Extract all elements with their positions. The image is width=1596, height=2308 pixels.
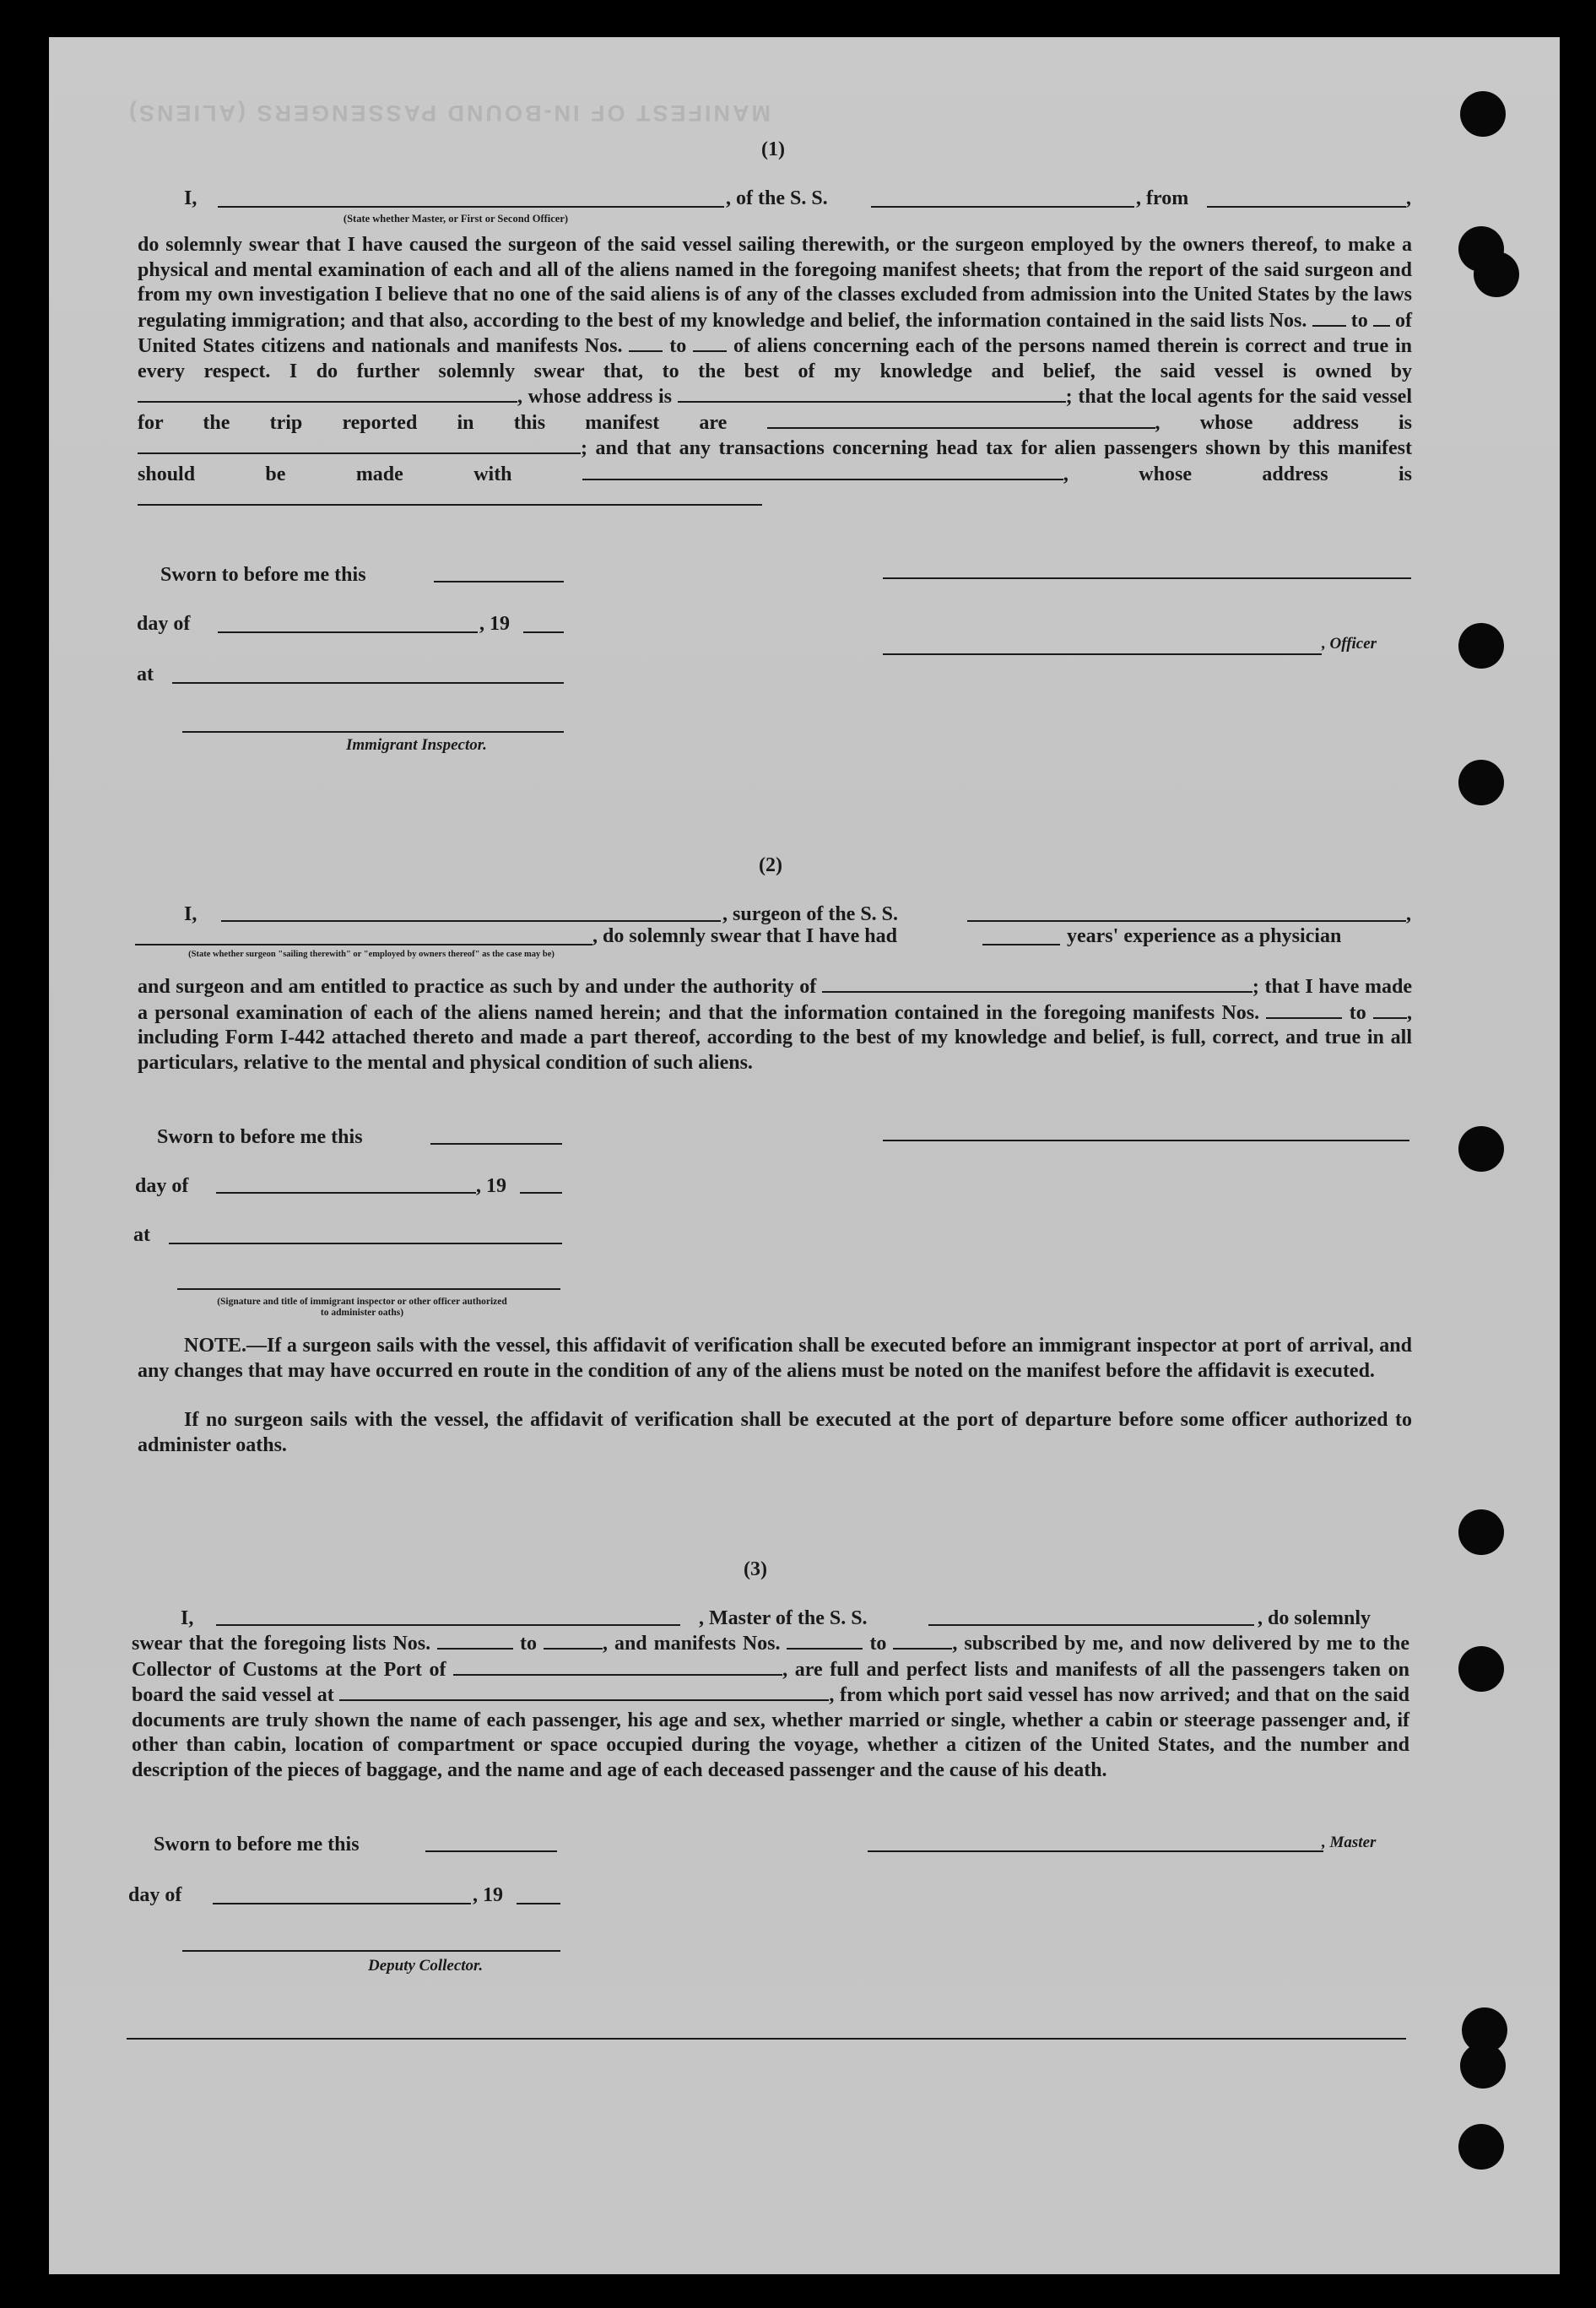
manifests-from-field-3[interactable]	[787, 1631, 863, 1650]
day-of-label: day of	[135, 1175, 189, 1197]
year-label: , 19	[473, 1884, 503, 1906]
practice-authority-field[interactable]	[822, 974, 1252, 993]
surgeon-name-field[interactable]	[221, 920, 721, 922]
oath-text-part: that the local agents for the said vessel for the trip reported in this manifest are	[138, 386, 1412, 434]
deputy-collector-signature-line[interactable]	[182, 1950, 560, 1952]
master-rank-note: (State whether Master, or First or Second Officer)	[343, 213, 569, 225]
sworn-place-field[interactable]	[172, 682, 564, 684]
administering-officer-line[interactable]	[177, 1288, 560, 1290]
section-number: (1)	[761, 138, 785, 160]
owner-address-field[interactable]	[678, 384, 1066, 403]
sworn-month-field-2[interactable]	[216, 1192, 476, 1194]
punch-hole	[1458, 1509, 1504, 1555]
address-label: , whose address is	[517, 386, 672, 408]
oath-text-part: that I have made a personal examination of each of the aliens named herein; and that the information contained in the foregoing manifests Nos.	[138, 976, 1412, 1024]
sworn-label: Sworn to before me this	[154, 1834, 360, 1856]
from-label: , from	[1136, 187, 1189, 209]
sworn-month-field[interactable]	[218, 631, 478, 633]
lists-to-field[interactable]	[1373, 308, 1390, 327]
head-tax-address-field[interactable]	[138, 487, 762, 506]
punch-hole	[1458, 1646, 1504, 1692]
oath-text-part: of aliens concerning each of the persons named therein is correct and true in every respect. I do further solemnly swear that, to the best of my knowledge and belief, the said vessel is owned by	[138, 335, 1413, 382]
to-label: to	[1349, 1001, 1366, 1024]
to-label: to	[1350, 309, 1368, 332]
oath-intro-i: I,	[184, 903, 197, 925]
surgeon-of-label: , surgeon of the S. S.	[722, 903, 899, 925]
punch-hole	[1460, 91, 1506, 137]
oath-text-part: , including Form I-442 attached thereto and made a part thereof, according to the best of my knowledge and belief, is full, correct, and true in all particulars, relative to the mental and physical condition of such aliens.	[138, 1001, 1413, 1074]
sworn-label: Sworn to before me this	[157, 1126, 363, 1148]
years-experience-field[interactable]	[982, 944, 1060, 945]
at-label: at	[137, 664, 154, 685]
collector-port-field[interactable]	[453, 1657, 782, 1676]
sworn-place-field-2[interactable]	[169, 1243, 562, 1244]
manifests-to-field[interactable]	[693, 333, 727, 352]
swear-label: , do solemnly swear that I have had	[592, 925, 897, 947]
year-label: , 19	[476, 1175, 506, 1197]
section2-oath-text: and surgeon and am entitled to practice as such by and under the authority of ; that I have made a personal examination of each of the aliens named herein; and that the information contained in the foregoing manifests Nos. to , including Form I-442 attached thereto and made a part thereof, according to the best of my knowledge and belief, is full, correct, and true in all particulars, relative to the mental and physical condition of such aliens.	[138, 976, 1413, 1074]
to-label: to	[869, 1633, 887, 1655]
oath-text-part: , from which port said vessel has now arrived; and that on the said documents are truly shown the name of each passenger, his age and sex, whether married or single, whether a cabin or steerage passenger and, if other than cabin, location of compartment or space occupied during the voyage, whether a citizen of the United States, and the number and description of the pieces of baggage, and the name and age of each deceased passenger and the cause of his death.	[132, 1684, 1410, 1781]
lists-from-field[interactable]	[1312, 308, 1346, 327]
of-the-ss-label: , of the S. S.	[726, 187, 828, 209]
oath-text-part: , subscribed by me, and now delivered by me to the Collector of Customs at the Port of	[132, 1633, 1410, 1681]
lists-to-field-3[interactable]	[544, 1631, 603, 1650]
address-label: whose address is	[1199, 411, 1413, 434]
section1-oath-text: do solemnly swear that I have caused the surgeon of the said vessel sailing therewith, or the surgeon employed by the owners thereof, to make a physical and mental examination of each and all of the aliens named in the foregoing manifest sheets; that from the report of the said surgeon and from my own investigation I believe that no one of the said aliens is of any of the classes excluded from admission into the United States by the laws regulating immigration; and that also, according to the best of my knowledge and belief, the information contained in the said lists Nos. to of United States citizens and nationals and manifests Nos. to of aliens concerning each of the persons named therein is correct and true in every respect. I do further solemnly swear that, to the best of my knowledge and belief, the said vessel is owned by , whose address is ; that the local agents for the said vessel for the trip reported in this manifest are , whose address is ; and that any transactions concerning head tax for alien passengers shown by this manifest should be made with , whose address is	[138, 233, 1412, 513]
inspector-label: Immigrant Inspector.	[346, 736, 487, 754]
note-paragraph	[138, 1334, 1412, 1384]
section3-oath-text	[132, 1631, 1409, 1783]
manifests-to-field-3[interactable]	[893, 1631, 952, 1650]
at-label: at	[133, 1224, 150, 1246]
officer-signature-line[interactable]	[883, 577, 1411, 579]
day-of-label: day of	[137, 613, 191, 635]
inspector-signature-line[interactable]	[182, 731, 564, 733]
sworn-year-field-2[interactable]	[520, 1192, 562, 1194]
punch-hole	[1458, 623, 1504, 669]
master-label: , Master	[1322, 1834, 1377, 1851]
section-number: (2)	[759, 854, 782, 876]
bottom-rule	[127, 2038, 1406, 2040]
punch-hole	[1458, 1126, 1504, 1172]
vessel-name-field-2[interactable]	[967, 920, 1406, 922]
do-solemnly-label: , do solemnly	[1258, 1607, 1371, 1629]
section-number: (3)	[744, 1558, 767, 1580]
note-text: —If a surgeon sails with the vessel, this affidavit of verification shall be executed before an immigrant inspector at port of arrival, and any changes that may have occurred en route in the condition of any of the aliens must be noted on the manifest before the affidavit is executed.	[138, 1335, 1412, 1382]
oath-text-part: , are full and perfect lists and manifests of all the passengers taken on board the said vessel at	[132, 1658, 1410, 1706]
note-label: NOTE.	[184, 1335, 247, 1357]
oath-text-part: do solemnly swear that I have caused the surgeon of the said vessel sailing therewith, or the surgeon employed by the owners thereof, to make a physical and mental examination of each and all of the aliens named in the foregoing manifest sheets; that from the report of the said surgeon and from my own investigation I believe that no one of the said aliens is of any of the classes excluded from admission into the United States by the laws regulating immigration; and that also, according to the best of my knowledge and belief, the information contained in the said lists Nos.	[138, 234, 1412, 332]
year-label: , 19	[479, 613, 510, 635]
to-label: to	[669, 335, 687, 357]
note-text: If no surgeon sails with the vessel, the affidavit of verification shall be executed at the port of departure before some officer authorized to administer oaths.	[138, 1409, 1412, 1456]
vessel-name-field[interactable]	[871, 206, 1134, 208]
administering-officer-note: (Signature and title of immigrant inspector or other officer authorized to administer oaths)	[217, 1297, 507, 1318]
master-of-label: , Master of the S. S.	[699, 1607, 868, 1629]
oath-intro-i: I,	[184, 187, 197, 209]
master-signature-line[interactable]	[868, 1850, 1323, 1852]
oath-text-part: , and manifests Nos.	[603, 1633, 781, 1655]
oath-text-part: ; and that any transactions concerning head tax for alien passengers shown by this manifest should be made with	[138, 437, 1412, 485]
sworn-label: Sworn to before me this	[160, 564, 366, 586]
to-label: to	[520, 1633, 538, 1655]
surgeon-signature-line[interactable]	[883, 1140, 1409, 1141]
sworn-year-field-3[interactable]	[517, 1903, 560, 1904]
note-paragraph-2	[138, 1408, 1412, 1458]
agents-address-field[interactable]	[138, 436, 581, 454]
sworn-day-field[interactable]	[434, 581, 564, 582]
sworn-year-field[interactable]	[523, 631, 564, 633]
oath-text-part: and surgeon and am entitled to practice as such by and under the authority of	[138, 976, 817, 998]
owner-name-field[interactable]	[138, 384, 517, 403]
address-label: , whose address is	[1063, 463, 1412, 485]
manifests-from-field-2[interactable]	[1266, 1000, 1342, 1019]
departure-port-field[interactable]	[1207, 206, 1406, 208]
sworn-month-field-3[interactable]	[213, 1903, 471, 1904]
sworn-day-field-3[interactable]	[425, 1850, 557, 1852]
oath-text-part: of United States citizens and nationals and manifests Nos.	[138, 309, 1413, 357]
officer-title-line[interactable]	[883, 653, 1322, 655]
deputy-collector-label: Deputy Collector.	[368, 1957, 484, 1975]
oath-intro-i: I,	[181, 1607, 194, 1629]
punch-hole	[1458, 2124, 1504, 2170]
master-name-field[interactable]	[216, 1624, 680, 1626]
oath-text-part: swear that the foregoing lists Nos.	[132, 1633, 431, 1655]
lists-from-field-3[interactable]	[437, 1631, 513, 1650]
surgeon-type-note: (State whether surgeon "sailing therewith" or "employed by owners thereof" as the case may be)	[188, 950, 555, 959]
head-tax-contact-field[interactable]	[582, 462, 1063, 480]
punch-hole	[1474, 252, 1519, 297]
local-agents-field[interactable]	[767, 410, 1155, 429]
officer-name-field[interactable]	[218, 206, 724, 208]
years-label: years' experience as a physician	[1067, 925, 1342, 947]
punch-hole	[1460, 2043, 1506, 2089]
vessel-name-field-3[interactable]	[928, 1624, 1254, 1626]
day-of-label: day of	[128, 1884, 182, 1906]
surgeon-type-field[interactable]	[135, 944, 592, 945]
manifests-to-field-2[interactable]	[1373, 1000, 1407, 1019]
boarding-port-field[interactable]	[339, 1682, 829, 1701]
comma: ,	[1406, 903, 1411, 925]
officer-label: , Officer	[1322, 635, 1377, 653]
comma: ,	[1406, 187, 1411, 209]
bleed-through-heading: MANIFEST OF IN-BOUND PASSENGERS (ALIENS)	[127, 100, 771, 126]
sworn-day-field-2[interactable]	[430, 1143, 562, 1145]
manifests-from-field[interactable]	[629, 333, 663, 352]
punch-hole	[1458, 760, 1504, 805]
